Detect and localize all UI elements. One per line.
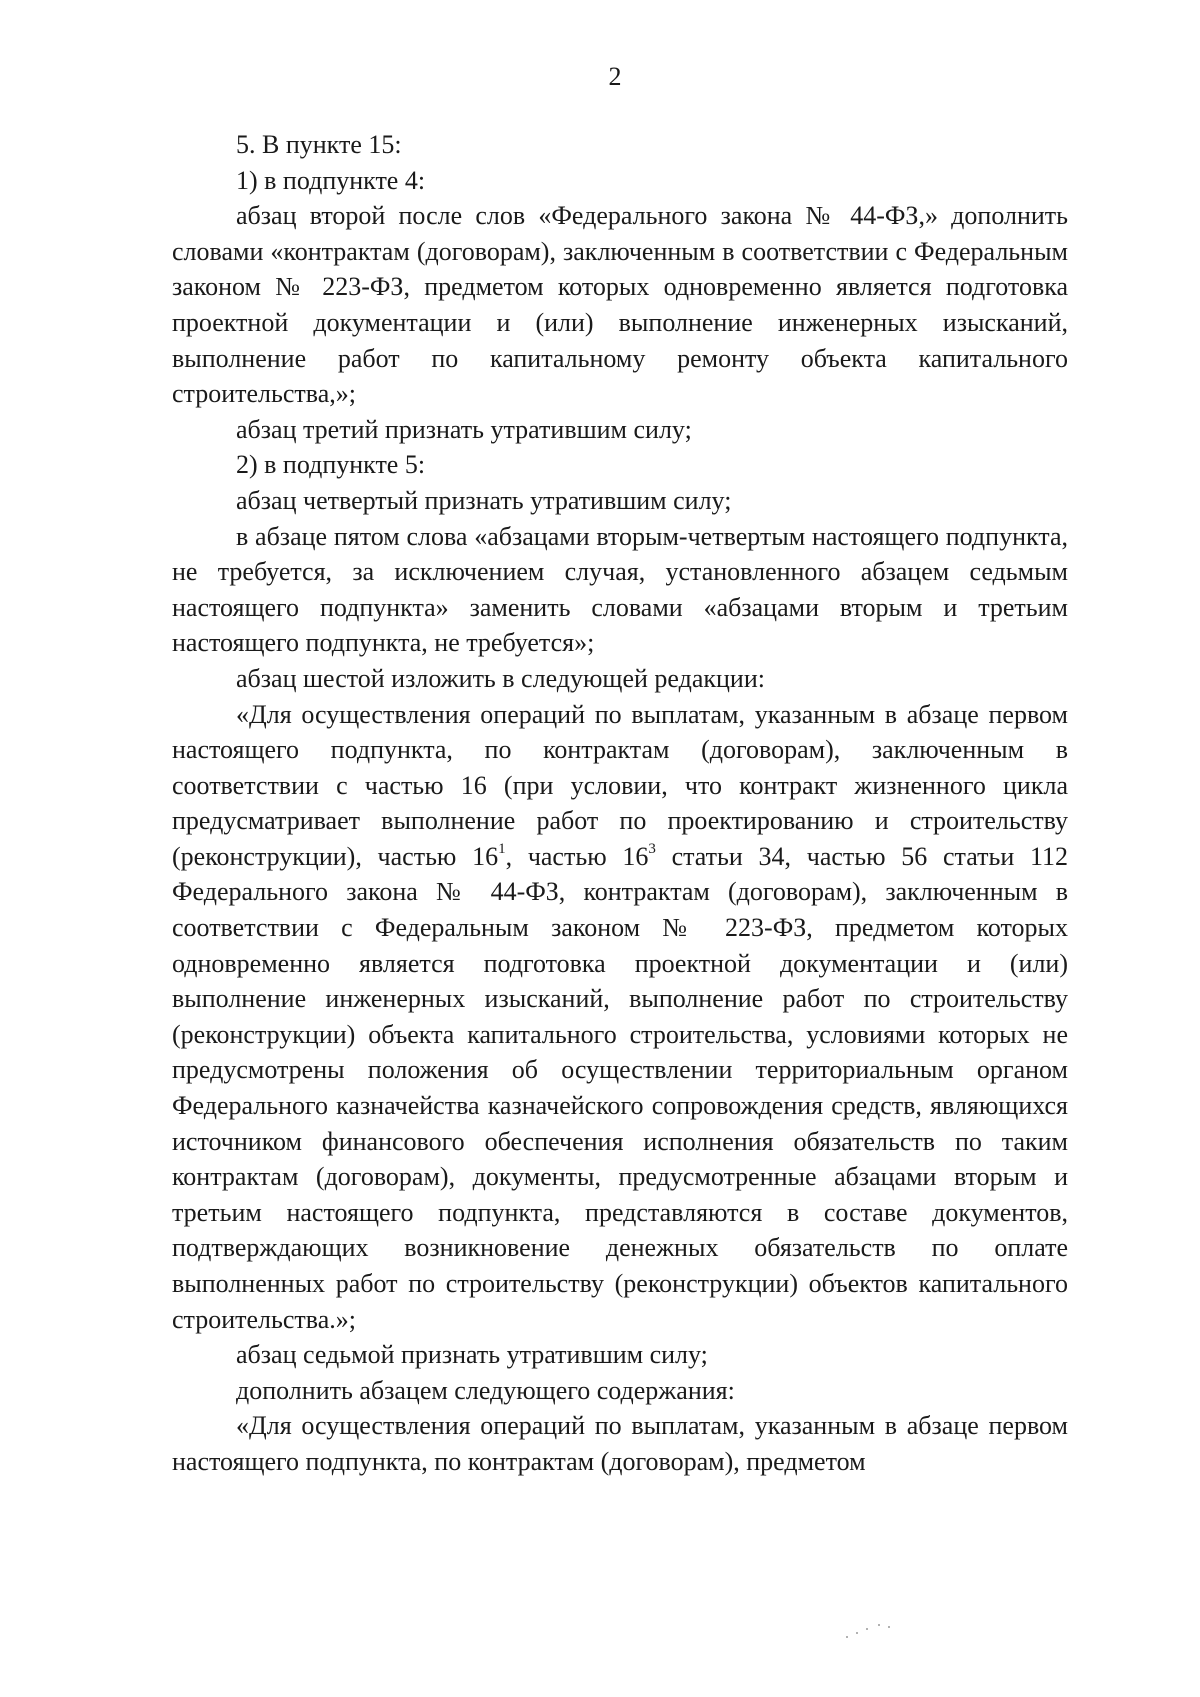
- page-number: 2: [608, 62, 622, 91]
- paragraph-subitem-2: 2) в подпункте 5:: [236, 450, 426, 480]
- paragraph-sixth-abzac-intro: абзац шестой изложить в следующей редакции:: [236, 663, 765, 693]
- paragraph-seventh-abzac-void: абзац седьмой признать утратившим силу;: [236, 1340, 708, 1370]
- paragraph-fourth-abzac-void: абзац четвертый признать утратившим силу;: [236, 485, 732, 515]
- scan-speck: [888, 1626, 890, 1628]
- scan-specks: [844, 1622, 894, 1642]
- paragraph-third-abzac-void: абзац третий признать утратившим силу;: [236, 414, 692, 444]
- quote-text-part-1: «Для осуществления операций по выплатам, указанным в абзаце первом настоящего подпункта, по контрактам (договорам), заключенным в соответствии с частью 16 (при условии, что контракт жизненного цикла предусматривает выполнение работ по проектированию и строительству (реконструкции), частью 16: [172, 699, 1068, 871]
- scan-speck: [846, 1636, 848, 1638]
- paragraph-item-5: 5. В пункте 15:: [236, 130, 402, 159]
- superscript-1: 1: [498, 841, 506, 858]
- paragraph-quote-new-abzac: «Для осуществления операций по выплатам, указанным в абзаце первом настоящего подпункта, по контрактам (договорам), предметом: [172, 1411, 1068, 1476]
- quote-text-part-2: , частью 16: [505, 841, 649, 871]
- scan-speck: [866, 1628, 868, 1630]
- paragraph-quote-sixth-abzac: [172, 697, 1068, 1338]
- paragraph-amendment-second-abzac: абзац второй после слов «Федерального закона № 44-ФЗ,» дополнить словами «контрактам (договорам), заключенным в соответствии с Федеральным законом № 223-ФЗ, предметом которых одновременно является подготовка проектной документации и (или) выполнение инженерных изысканий, выполнение работ по капитальному ремонту объекта капитального строительства,»;: [172, 201, 1068, 409]
- paragraph-fifth-abzac-replace: в абзаце пятом слова «абзацами вторым-четвертым настоящего подпункта, не требуется, за исключением случая, установленного абзацем седьмым настоящего подпункта» заменить словами «абзацами вторым и третьим настоящего подпункта, не требуется»;: [172, 521, 1068, 658]
- scan-speck: [856, 1632, 858, 1634]
- superscript-3: 3: [648, 841, 656, 858]
- paragraph-add-abzac-intro: дополнить абзацем следующего содержания:: [236, 1375, 735, 1405]
- quote-text-part-3: статьи 34, частью 56 статьи 112 Федерального закона № 44-ФЗ, контрактам (договорам), заключенным в соответствии с Федеральным законом № 223-ФЗ, предметом которых одновременно является подготовка проектной документации и (или) выполнение инженерных изысканий, выполнение работ по строительству (реконструкции) объекта капитального строительства, условиями которых не предусмотрены положения об осуществлении территориальным органом Федерального казначейства казначейского сопровождения средств, являющихся источником финансового обеспечения исполнения обязательств по таким контрактам (договорам), документы, предусмотренные абзацами вторым и третьим настоящего подпункта, представляются в составе документов, подтверждающих возникновение денежных обязательств по оплате выполненных работ по строительству (реконструкции) объектов капитального строительства.»;: [172, 841, 1068, 1334]
- paragraph-subitem-1: 1) в подпункте 4:: [236, 165, 426, 195]
- scan-speck: [878, 1624, 880, 1626]
- document-body: [172, 127, 1068, 1480]
